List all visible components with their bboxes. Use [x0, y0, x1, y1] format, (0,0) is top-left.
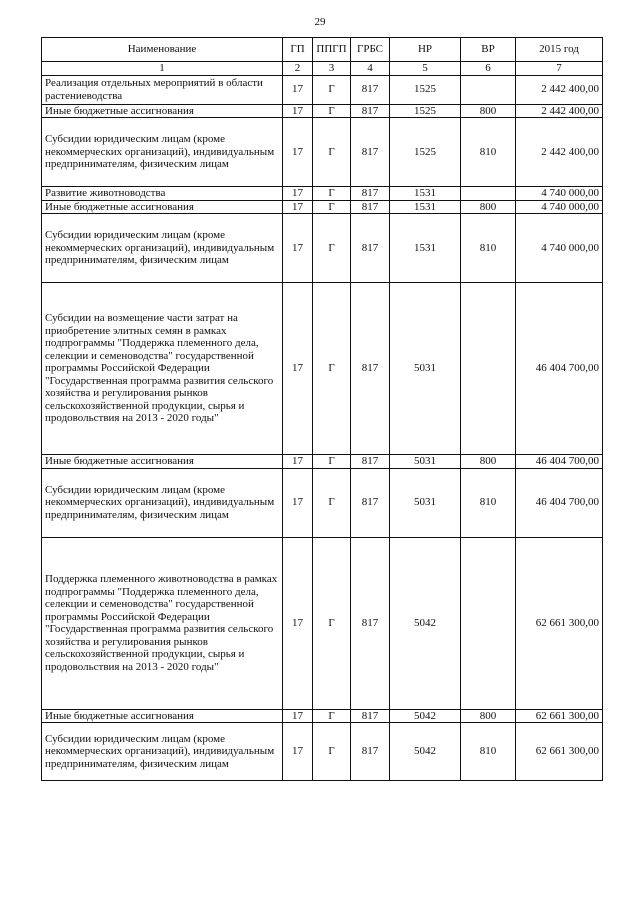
row-vr [461, 537, 516, 709]
row-vr [461, 283, 516, 455]
row-name: Иные бюджетные ассигнования [42, 200, 283, 214]
header-name: Наименование [42, 38, 283, 62]
row-grbs: 817 [351, 187, 390, 201]
table-row [42, 468, 603, 537]
row-gp: 17 [283, 118, 313, 187]
row-ppgp: Г [313, 187, 351, 201]
row-np: 1531 [390, 214, 461, 283]
row-name: Субсидии юридическим лицам (кроме некоммерческих организаций), индивидуальным предпринимателям, физическим лицам [42, 214, 283, 283]
row-amount: 2 442 400,00 [516, 104, 603, 118]
row-amount: 46 404 700,00 [516, 455, 603, 469]
table-row [42, 709, 603, 723]
row-ppgp: Г [313, 75, 351, 104]
row-grbs: 817 [351, 283, 390, 455]
row-np: 1525 [390, 104, 461, 118]
row-grbs: 817 [351, 455, 390, 469]
row-grbs: 817 [351, 214, 390, 283]
row-amount: 46 404 700,00 [516, 468, 603, 537]
column-number: 7 [516, 62, 603, 76]
column-number-row [42, 62, 603, 76]
page-number: 29 [314, 16, 326, 28]
table-row [42, 723, 603, 781]
row-np: 5042 [390, 723, 461, 781]
row-gp: 17 [283, 187, 313, 201]
row-name: Развитие животноводства [42, 187, 283, 201]
column-number: 6 [461, 62, 516, 76]
row-grbs: 817 [351, 537, 390, 709]
row-amount: 4 740 000,00 [516, 214, 603, 283]
column-number: 3 [313, 62, 351, 76]
row-gp: 17 [283, 468, 313, 537]
row-vr: 810 [461, 468, 516, 537]
row-amount: 2 442 400,00 [516, 75, 603, 104]
row-name: Реализация отдельных мероприятий в области растениеводства [42, 75, 283, 104]
table-row [42, 200, 603, 214]
row-gp: 17 [283, 723, 313, 781]
column-number: 2 [283, 62, 313, 76]
row-name: Субсидии на возмещение части затрат на приобретение элитных семян в рамках подпрограммы "Поддержка племенного дела, селекции и семеноводства" государственной программы Российской Федерации "Государственная программа развития сельского хозяйства и регулирования рынков сельскохозяйственной продукции, сырья и продовольствия на 2013 - 2020 годы" [42, 283, 283, 455]
table-row [42, 455, 603, 469]
row-np: 5031 [390, 283, 461, 455]
row-name: Иные бюджетные ассигнования [42, 709, 283, 723]
row-amount: 62 661 300,00 [516, 537, 603, 709]
row-vr: 800 [461, 104, 516, 118]
budget-table [41, 37, 603, 781]
row-ppgp: Г [313, 283, 351, 455]
header-np: НР [390, 38, 461, 62]
row-gp: 17 [283, 709, 313, 723]
row-name: Субсидии юридическим лицам (кроме некоммерческих организаций), индивидуальным предпринимателям, физическим лицам [42, 118, 283, 187]
header-gp: ГП [283, 38, 313, 62]
row-vr [461, 75, 516, 104]
table-header-row [42, 38, 603, 62]
row-ppgp: Г [313, 455, 351, 469]
table-row [42, 537, 603, 709]
row-amount: 4 740 000,00 [516, 200, 603, 214]
table-row [42, 104, 603, 118]
row-gp: 17 [283, 455, 313, 469]
row-name: Поддержка племенного животноводства в рамках подпрограммы "Поддержка племенного дела, селекции и семеноводства" государственной программы Российской Федерации "Государственная программа развития сельского хозяйства и регулирования рынков сельскохозяйственной продукции, сырья и продовольствия на 2013 - 2020 годы" [42, 537, 283, 709]
row-ppgp: Г [313, 118, 351, 187]
row-ppgp: Г [313, 709, 351, 723]
table-row [42, 283, 603, 455]
row-gp: 17 [283, 537, 313, 709]
row-np: 1531 [390, 187, 461, 201]
row-ppgp: Г [313, 723, 351, 781]
row-grbs: 817 [351, 75, 390, 104]
row-name: Иные бюджетные ассигнования [42, 455, 283, 469]
table-row [42, 187, 603, 201]
row-amount: 46 404 700,00 [516, 283, 603, 455]
row-vr: 810 [461, 214, 516, 283]
row-gp: 17 [283, 283, 313, 455]
row-grbs: 817 [351, 709, 390, 723]
header-grbs: ГРБС [351, 38, 390, 62]
row-np: 5031 [390, 455, 461, 469]
column-number: 5 [390, 62, 461, 76]
row-grbs: 817 [351, 723, 390, 781]
row-gp: 17 [283, 75, 313, 104]
row-gp: 17 [283, 104, 313, 118]
row-amount: 2 442 400,00 [516, 118, 603, 187]
row-vr: 800 [461, 709, 516, 723]
column-number: 1 [42, 62, 283, 76]
row-np: 5042 [390, 709, 461, 723]
row-ppgp: Г [313, 200, 351, 214]
row-grbs: 817 [351, 104, 390, 118]
row-amount: 4 740 000,00 [516, 187, 603, 201]
row-vr: 810 [461, 118, 516, 187]
header-year: 2015 год [516, 38, 603, 62]
row-amount: 62 661 300,00 [516, 723, 603, 781]
row-np: 5042 [390, 537, 461, 709]
row-np: 1525 [390, 75, 461, 104]
header-ppgp: ППГП [313, 38, 351, 62]
row-grbs: 817 [351, 118, 390, 187]
row-name: Иные бюджетные ассигнования [42, 104, 283, 118]
table-row [42, 118, 603, 187]
row-vr: 800 [461, 200, 516, 214]
column-number: 4 [351, 62, 390, 76]
table-row [42, 75, 603, 104]
row-name: Субсидии юридическим лицам (кроме некоммерческих организаций), индивидуальным предпринимателям, физическим лицам [42, 723, 283, 781]
row-np: 1531 [390, 200, 461, 214]
row-name: Субсидии юридическим лицам (кроме некоммерческих организаций), индивидуальным предпринимателям, физическим лицам [42, 468, 283, 537]
table-row [42, 214, 603, 283]
row-amount: 62 661 300,00 [516, 709, 603, 723]
row-vr [461, 187, 516, 201]
row-grbs: 817 [351, 200, 390, 214]
row-ppgp: Г [313, 468, 351, 537]
row-ppgp: Г [313, 214, 351, 283]
header-vr: ВР [461, 38, 516, 62]
row-np: 5031 [390, 468, 461, 537]
row-grbs: 817 [351, 468, 390, 537]
row-gp: 17 [283, 200, 313, 214]
row-gp: 17 [283, 214, 313, 283]
row-ppgp: Г [313, 104, 351, 118]
row-np: 1525 [390, 118, 461, 187]
row-vr: 800 [461, 455, 516, 469]
row-vr: 810 [461, 723, 516, 781]
row-ppgp: Г [313, 537, 351, 709]
